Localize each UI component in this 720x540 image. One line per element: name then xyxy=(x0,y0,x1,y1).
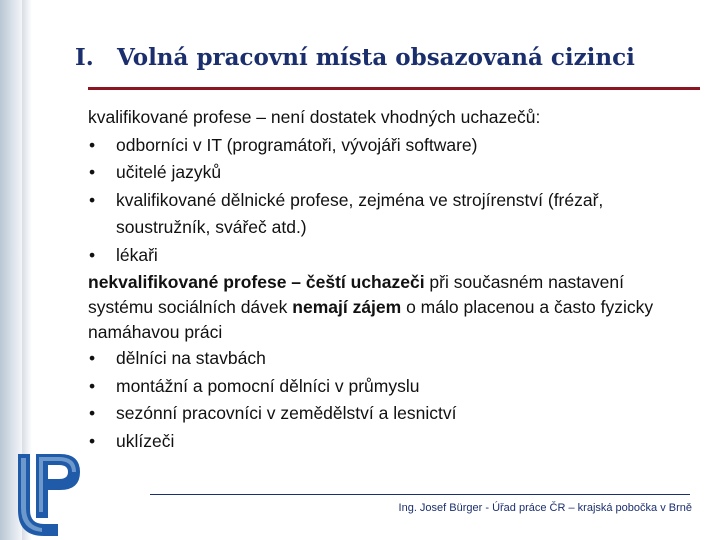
footer-text: Ing. Josef Bürger - Úřad práce ČR – krajská pobočka v Brně xyxy=(398,502,692,514)
list-item-text: dělníci na stavbách xyxy=(116,348,266,368)
bullet: • xyxy=(89,134,96,155)
title-number: I. xyxy=(75,44,94,71)
section2-list xyxy=(88,345,688,455)
bullet: • xyxy=(89,189,96,210)
list-item xyxy=(88,132,688,160)
up-cr-logo-icon xyxy=(12,450,84,540)
bullet: • xyxy=(89,403,96,423)
section2-heading: nekvalifikované profese – čeští uchazeči xyxy=(88,272,425,292)
title-text: Volná pracovní místa obsazovaná cizinci xyxy=(117,44,635,71)
slide-content xyxy=(88,104,688,455)
bullet: • xyxy=(89,348,96,368)
list-item xyxy=(88,159,688,187)
list-item xyxy=(88,373,688,401)
footer-rule xyxy=(150,494,690,495)
section1-list xyxy=(88,132,688,270)
list-item-text: sezónní pracovníci v zemědělství a lesnictví xyxy=(116,403,457,423)
bullet: • xyxy=(89,430,96,451)
slide-title xyxy=(75,44,635,71)
bullet: • xyxy=(89,162,96,182)
bullet: • xyxy=(89,244,96,265)
section2-text-1: při současném nastavení systému sociálních dávek xyxy=(88,272,624,317)
section2-paragraph xyxy=(88,270,688,345)
section2-text-3: o málo placenou a často fyzicky namáhavou práci xyxy=(88,297,654,342)
section2-emphasis: nemají zájem xyxy=(292,297,402,317)
list-item-text: odborníci v IT (programátoři, vývojáři software) xyxy=(116,134,478,155)
list-item-text: učitelé jazyků xyxy=(116,162,222,182)
list-item xyxy=(88,428,688,456)
bullet: • xyxy=(89,375,96,396)
list-item xyxy=(88,400,688,428)
list-item-text: lékaři xyxy=(116,244,158,265)
list-item xyxy=(88,242,688,270)
title-underline xyxy=(88,87,700,90)
list-item xyxy=(88,345,688,373)
list-item-text: montážní a pomocní dělníci v průmyslu xyxy=(116,375,420,396)
list-item-text: uklízeči xyxy=(116,430,175,451)
section1-heading: kvalifikované profese – není dostatek vhodných uchazečů: xyxy=(88,107,541,127)
list-item-text: kvalifikované dělnické profese, zejména ve strojírenství (frézař, soustružník, svářeč atd.) xyxy=(116,189,604,237)
list-item xyxy=(88,187,688,242)
